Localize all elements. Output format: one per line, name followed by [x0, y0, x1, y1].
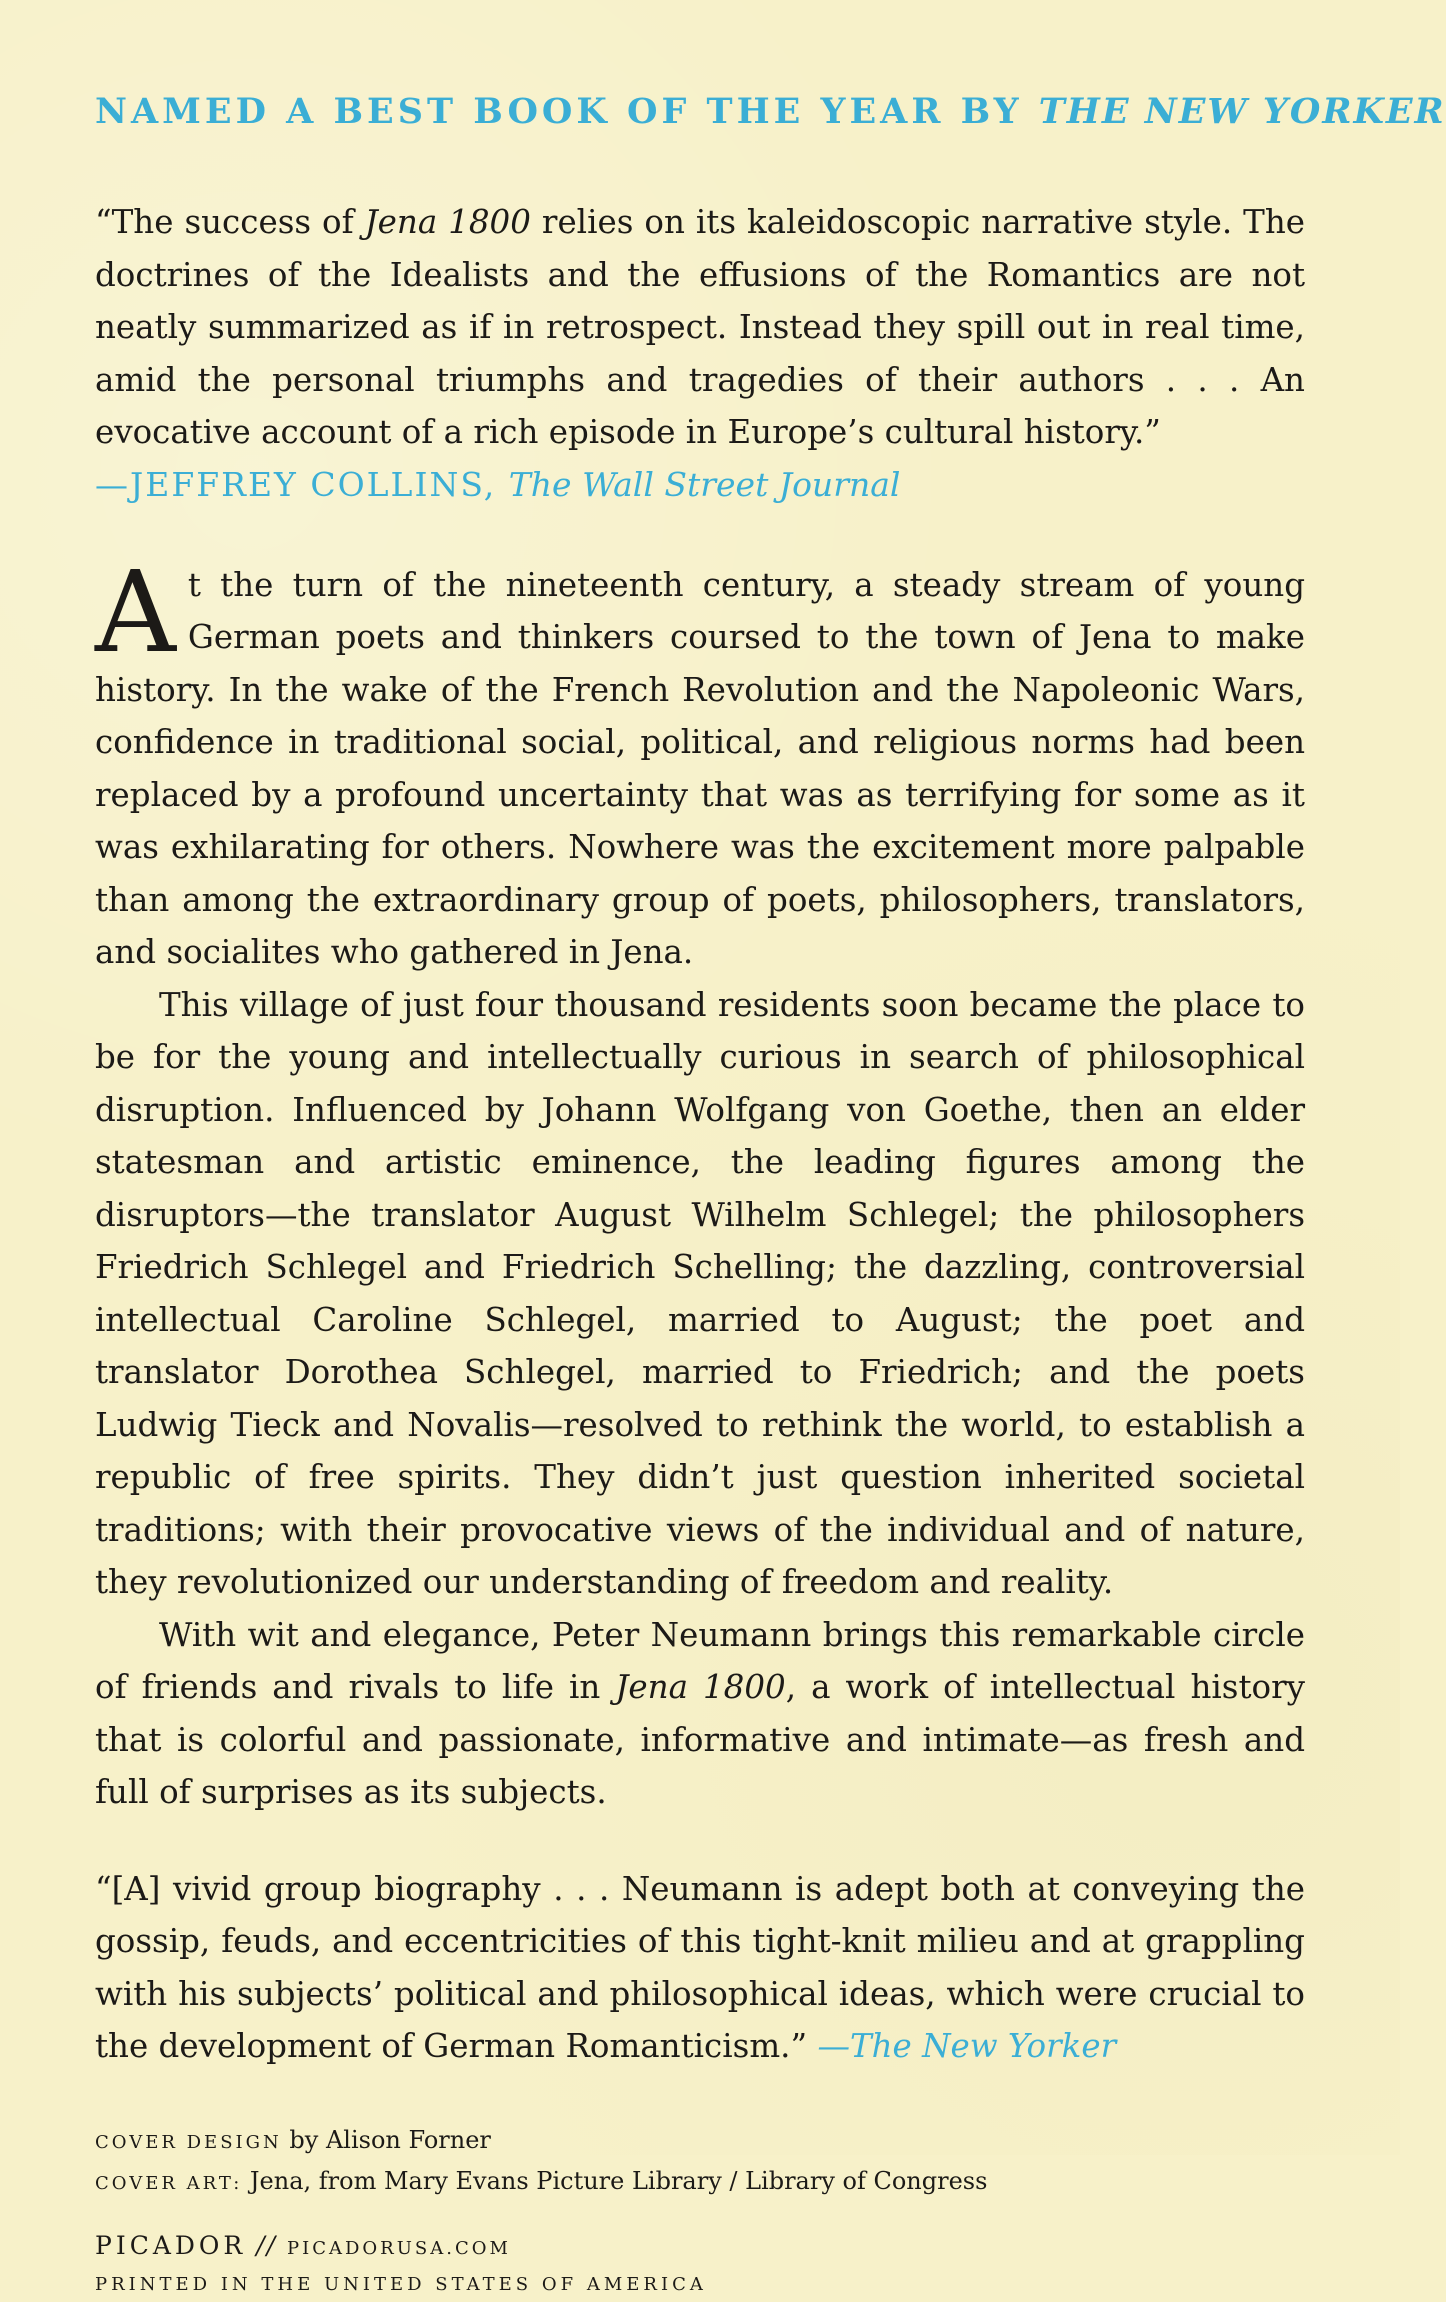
publisher-separator: //: [246, 2230, 287, 2260]
cover-art-credit: [95, 2162, 1305, 2203]
first-review-opening: “The success of: [95, 203, 365, 241]
description-paragraph-2: This village of just four thousand residents soon became the place to be for the young and intellectually curious in search of philosophical disruption. Influenced by Johann Wolfgang von Goethe, then an elder statesman and artistic eminence, the leading figures among the disruptors—the translator August Wilhelm Schlegel; the philosophers Friedrich Schlegel and Friedrich Schelling; the dazzling, controversial intellectual Caroline Schlegel, married to August; the poet and translator Dorothea Schlegel, married to Friedrich; and the poets Ludwig Tieck and Novalis—resolved to rethink the world, to establish a republic of free spirits. They didn’t just question inherited societal traditions; with their provocative views of the individual and of nature, they revolutionized our understanding of freedom and reality.: [95, 985, 1305, 1601]
headline-publication: THE NEW YORKER: [1038, 91, 1446, 132]
cover-art-text: Jena, from Mary Evans Picture Library / Library of Congress: [242, 2166, 988, 2195]
first-review-text: [95, 196, 1305, 459]
best-book-headline: [95, 88, 1446, 136]
first-review-book-title: Jena 1800: [364, 203, 531, 241]
first-review: [95, 196, 1305, 511]
publisher-website: PICADORUSA.COM: [287, 2237, 511, 2259]
second-review: [95, 1863, 1305, 2073]
paragraph-3-end: , a work of intellectual history that is colorful and passionate, informative and intimate—as fresh and full of surprises as its subjects.: [95, 1668, 1305, 1811]
cover-art-label: COVER ART:: [95, 2172, 243, 2194]
first-review-body: relies on its kaleidoscopic narrative style. The doctrines of the Idealists and the effusions of the Romantics are not neatly summarized as if in retrospect. Instead they spill out in real time, amid the personal triumphs and tragedies of their authors . . . An evocative account of a rich episode in Europe’s cultural history.”: [95, 203, 1305, 451]
publisher-name: PICADOR: [95, 2230, 247, 2260]
second-review-text: “[A] vivid group biography . . . Neumann is adept both at conveying the gossip, feuds, and eccentricities of this tight-knit milieu and at grappling with his subjects’ political and philosophical ideas, which were crucial to the development of German Romanticism.”: [95, 1869, 1305, 2065]
cover-design-credit: [95, 2121, 1305, 2162]
cover-design-label: COVER DESIGN: [95, 2131, 282, 2153]
headline-main: NAMED A BEST BOOK OF THE YEAR BY: [95, 91, 1039, 132]
drop-cap: A: [95, 547, 176, 678]
printed-country: PRINTED IN THE UNITED STATES OF AMERICA: [95, 2273, 707, 2295]
first-review-attribution: [95, 459, 1305, 511]
book-description: [95, 547, 1305, 1819]
review-publication: The Wall Street Journal: [508, 464, 901, 504]
cover-credits: [95, 2121, 1305, 2203]
cover-design-text: by Alison Forner: [281, 2125, 491, 2154]
description-paragraph-3: [95, 1609, 1305, 1819]
publisher-info: [95, 2227, 1305, 2302]
second-review-source: —The New Yorker: [817, 2027, 1117, 2065]
paragraph-3-book-title: Jena 1800: [615, 1668, 786, 1706]
publisher-line: [95, 2227, 1305, 2268]
description-paragraph-1: [95, 547, 1305, 979]
paragraph-1-text: t the turn of the nineteenth century, a steady stream of young German poets and thinkers coursed to the town of Jena to make history. In the wake of the French Revolution and the Napoleonic Wars, confidence in traditional social, political, and religious norms had been replaced by a profound uncertainty that was as terrifying for some as it was exhilarating for others. Nowhere was the excitement more palpable than among the extraordinary group of poets, philosophers, translators, and socialites who gathered in Jena.: [95, 565, 1305, 971]
paragraph-3-start: With wit and elegance, Peter Neumann brings this remarkable circle of friends and rivals to life in: [95, 1615, 1305, 1706]
reviewer-name: —JEFFREY COLLINS,: [95, 464, 509, 504]
